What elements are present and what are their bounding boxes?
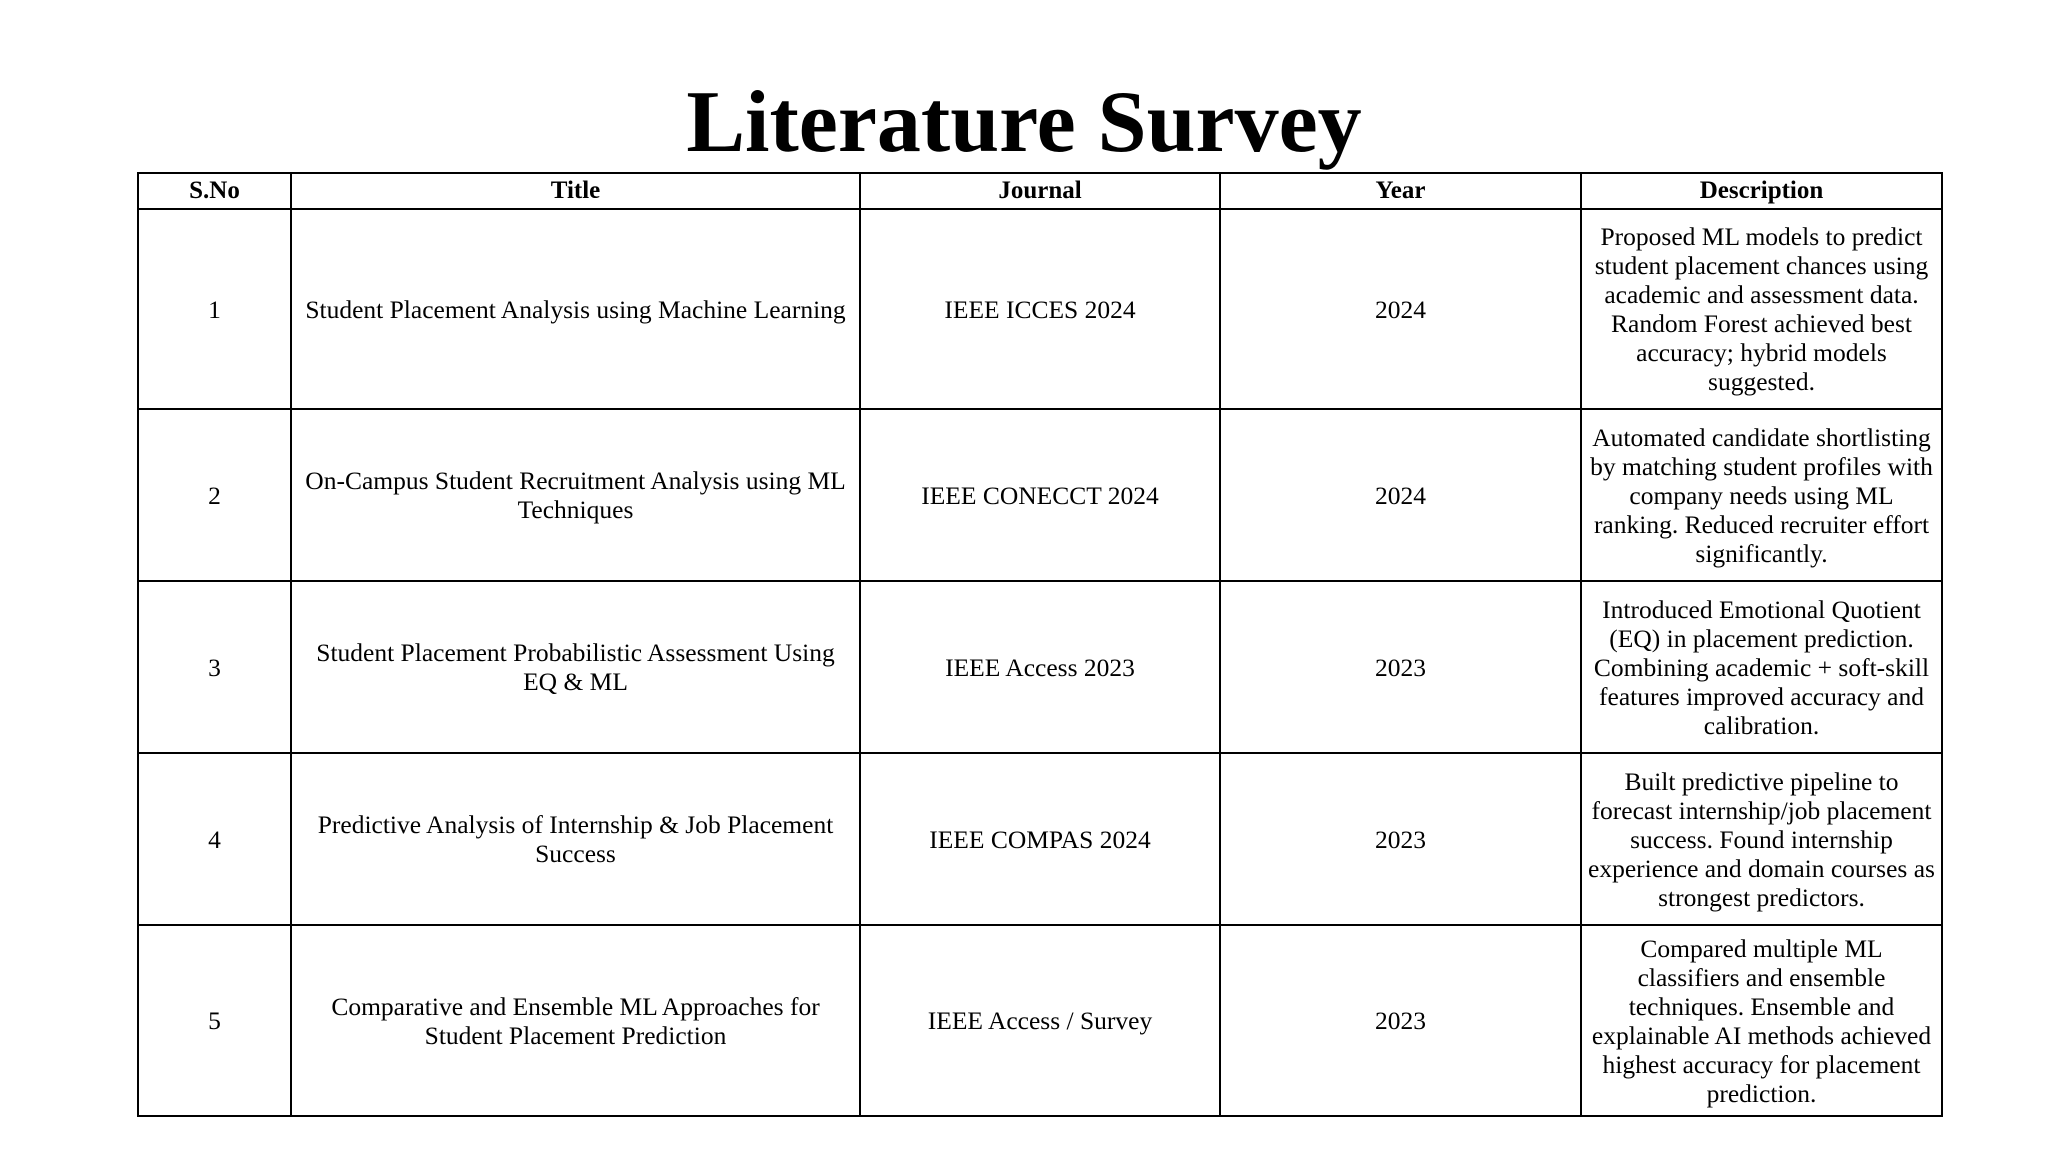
cell-sno: 5 [138, 925, 291, 1116]
table-row [138, 409, 1942, 581]
cell-journal: IEEE Access / Survey [860, 925, 1220, 1116]
cell-description: Built predictive pipeline to forecast internship/job placement success. Found internship experience and domain courses as strongest predictors. [1581, 753, 1942, 925]
column-header-title: Title [291, 173, 860, 209]
cell-title: On-Campus Student Recruitment Analysis using ML Techniques [291, 409, 860, 581]
literature-table [137, 172, 1943, 1117]
table-row [138, 209, 1942, 409]
column-header-sno: S.No [138, 173, 291, 209]
cell-sno: 4 [138, 753, 291, 925]
cell-title: Student Placement Probabilistic Assessment Using EQ & ML [291, 581, 860, 753]
page-title: Literature Survey [686, 74, 1362, 171]
cell-title: Predictive Analysis of Internship & Job Placement Success [291, 753, 860, 925]
cell-journal: IEEE COMPAS 2024 [860, 753, 1220, 925]
column-header-journal: Journal [860, 173, 1220, 209]
cell-description: Compared multiple ML classifiers and ensemble techniques. Ensemble and explainable AI methods achieved highest accuracy for placement prediction. [1581, 925, 1942, 1116]
table-header-row [138, 173, 1942, 209]
table-row [138, 753, 1942, 925]
cell-title: Student Placement Analysis using Machine Learning [291, 209, 860, 409]
cell-year: 2023 [1220, 581, 1581, 753]
cell-year: 2024 [1220, 409, 1581, 581]
cell-sno: 1 [138, 209, 291, 409]
cell-journal: IEEE Access 2023 [860, 581, 1220, 753]
cell-year: 2024 [1220, 209, 1581, 409]
cell-year: 2023 [1220, 753, 1581, 925]
cell-description: Proposed ML models to predict student placement chances using academic and assessment data. Random Forest achieved best accuracy; hybrid models suggested. [1581, 209, 1942, 409]
table-row [138, 581, 1942, 753]
table-row [138, 925, 1942, 1116]
cell-sno: 2 [138, 409, 291, 581]
cell-year: 2023 [1220, 925, 1581, 1116]
column-header-description: Description [1581, 173, 1942, 209]
cell-journal: IEEE ICCES 2024 [860, 209, 1220, 409]
cell-journal: IEEE CONECCT 2024 [860, 409, 1220, 581]
column-header-year: Year [1220, 173, 1581, 209]
cell-description: Automated candidate shortlisting by matching student profiles with company needs using ML ranking. Reduced recruiter effort significantly. [1581, 409, 1942, 581]
cell-title: Comparative and Ensemble ML Approaches for Student Placement Prediction [291, 925, 860, 1116]
cell-description: Introduced Emotional Quotient (EQ) in placement prediction. Combining academic + soft-skill features improved accuracy and calibration. [1581, 581, 1942, 753]
cell-sno: 3 [138, 581, 291, 753]
